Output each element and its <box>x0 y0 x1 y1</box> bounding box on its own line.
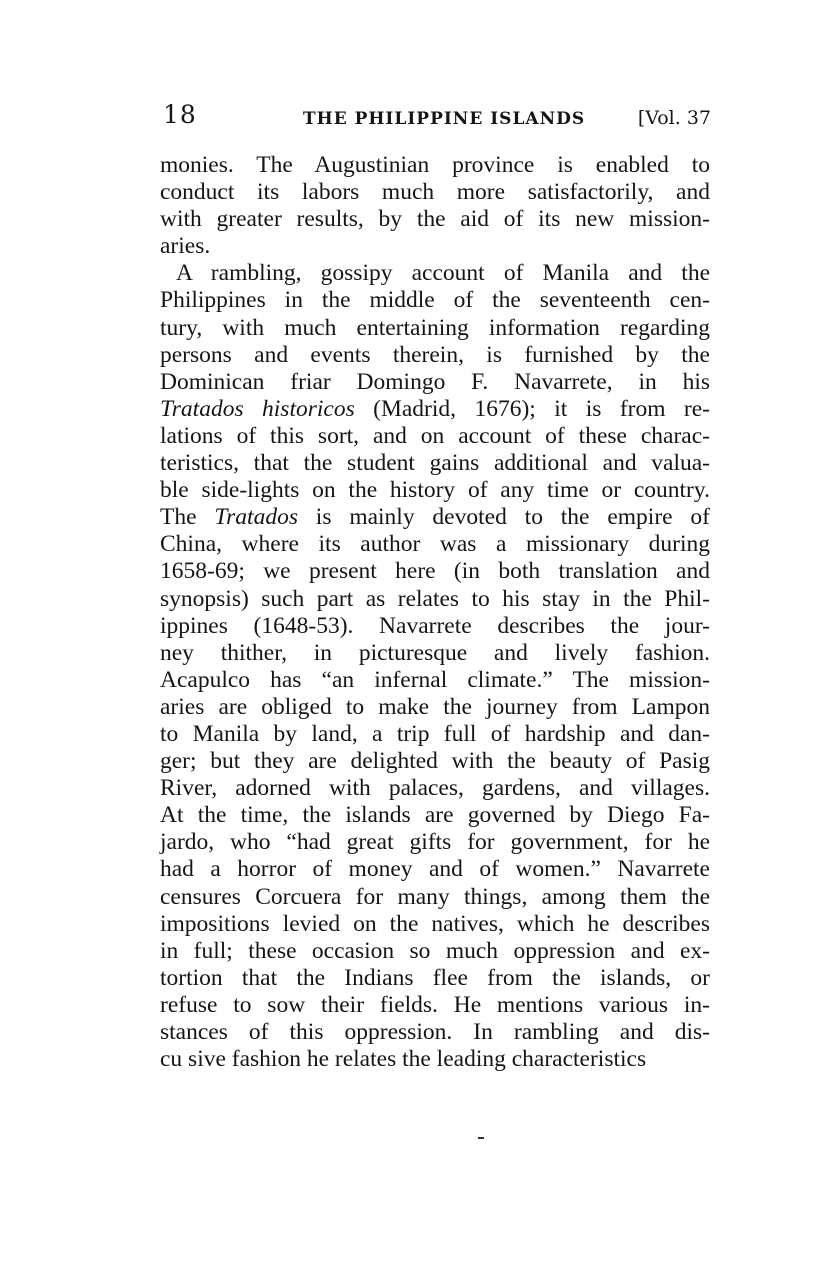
text-segment: tortion that the Indians flee from the islands, or <box>160 964 710 991</box>
text-line <box>160 640 710 667</box>
italic-title: Tratados <box>214 504 298 531</box>
text-line <box>160 423 710 450</box>
text-segment: tury, with much entertaining information regarding <box>160 314 710 341</box>
text-line <box>160 721 710 748</box>
text-line <box>160 233 710 260</box>
text-segment: had a horror of money and of women.” Navarrete <box>160 856 710 883</box>
text-line <box>160 179 710 206</box>
running-head <box>163 100 711 134</box>
text-segment: Dominican friar Domingo F. Navarrete, in his <box>160 368 710 395</box>
text-segment: Acapulco has “an infernal climate.” The mission- <box>160 666 710 693</box>
text-segment: lations of this sort, and on account of these charac- <box>160 422 710 449</box>
text-line <box>160 558 710 585</box>
text-segment: refuse to sow their fields. He mentions various in- <box>160 991 710 1018</box>
text-line <box>160 1019 710 1046</box>
text-line <box>160 342 710 369</box>
text-segment: persons and events therein, is furnished by the <box>160 341 710 368</box>
text-segment: The <box>160 504 215 531</box>
text-segment: China, where its author was a missionary during <box>160 531 710 558</box>
text-line <box>160 586 710 613</box>
text-line <box>160 856 710 883</box>
text-segment: A rambling, gossipy account of Manila and the <box>176 260 710 287</box>
text-line <box>160 775 710 802</box>
text-line <box>160 667 710 694</box>
text-line <box>160 260 710 287</box>
text-line <box>160 531 710 558</box>
text-segment: ippines (1648-53). Navarrete describes the jour- <box>160 612 710 639</box>
text-line <box>160 938 710 965</box>
printer-mark <box>478 1137 484 1139</box>
text-segment: in full; these occasion so much oppression and ex- <box>160 937 710 964</box>
text-segment: River, adorned with palaces, gardens, and villages. <box>160 775 710 802</box>
text-line <box>160 992 710 1019</box>
text-line <box>160 369 710 396</box>
text-line <box>160 694 710 721</box>
text-segment: At the time, the islands are governed by Diego Fa- <box>160 802 710 829</box>
text-segment: is mainly devoted to the empire of <box>297 504 710 531</box>
text-segment: aries are obliged to make the journey from Lampon <box>160 693 710 720</box>
text-segment: jardo, who “had great gifts for government, for he <box>160 829 710 856</box>
text-line <box>160 911 710 938</box>
page-number: 18 <box>163 100 197 129</box>
text-segment: monies. The Augustinian province is enabled to <box>160 152 710 178</box>
text-line <box>160 884 710 911</box>
text-segment: censures Corcuera for many things, among them the <box>160 883 710 910</box>
text-line <box>160 152 710 179</box>
text-line <box>160 450 710 477</box>
text-segment: ble side-lights on the history of any time or country. <box>160 477 710 504</box>
text-segment: cu sive fashion he relates the leading characteristics <box>160 1046 647 1073</box>
text-segment: (Madrid, 1676); it is from re- <box>354 395 711 422</box>
text-segment: aries. <box>160 233 211 260</box>
text-segment: conduct its labors much more satisfactorily, and <box>160 179 710 206</box>
text-line <box>160 802 710 829</box>
text-segment: to Manila by land, a trip full of hardship and dan- <box>160 720 710 747</box>
text-line <box>160 477 710 504</box>
text-line <box>160 965 710 992</box>
text-segment: synopsis) such part as relates to his stay in the Phil- <box>160 585 710 612</box>
text-segment: ger; but they are delighted with the beauty of Pasig <box>160 748 710 775</box>
text-segment: 1658-69; we present here (in both translation and <box>160 558 710 585</box>
text-line <box>160 613 710 640</box>
body-text <box>160 152 710 1073</box>
text-segment: ney thither, in picturesque and lively fashion. <box>160 639 710 666</box>
text-line <box>160 1046 710 1073</box>
text-segment: teristics, that the student gains additional and valua- <box>160 450 710 477</box>
italic-title: Tratados historicos <box>160 395 355 422</box>
text-segment: with greater results, by the aid of its new mission- <box>160 206 710 233</box>
text-segment: stances of this oppression. In rambling and dis- <box>160 1019 710 1045</box>
text-line <box>160 396 710 423</box>
text-segment: impositions levied on the natives, which he describes <box>160 910 710 937</box>
text-line <box>160 315 710 342</box>
text-line <box>160 504 710 531</box>
text-line <box>160 829 710 856</box>
volume-mark: [Vol. 37 <box>637 107 711 129</box>
text-segment: Philippines in the middle of the seventeenth cen- <box>160 287 710 314</box>
text-line <box>160 206 710 233</box>
text-line <box>160 748 710 775</box>
text-line <box>160 287 710 314</box>
running-title: THE PHILIPPINE ISLANDS <box>303 109 586 129</box>
